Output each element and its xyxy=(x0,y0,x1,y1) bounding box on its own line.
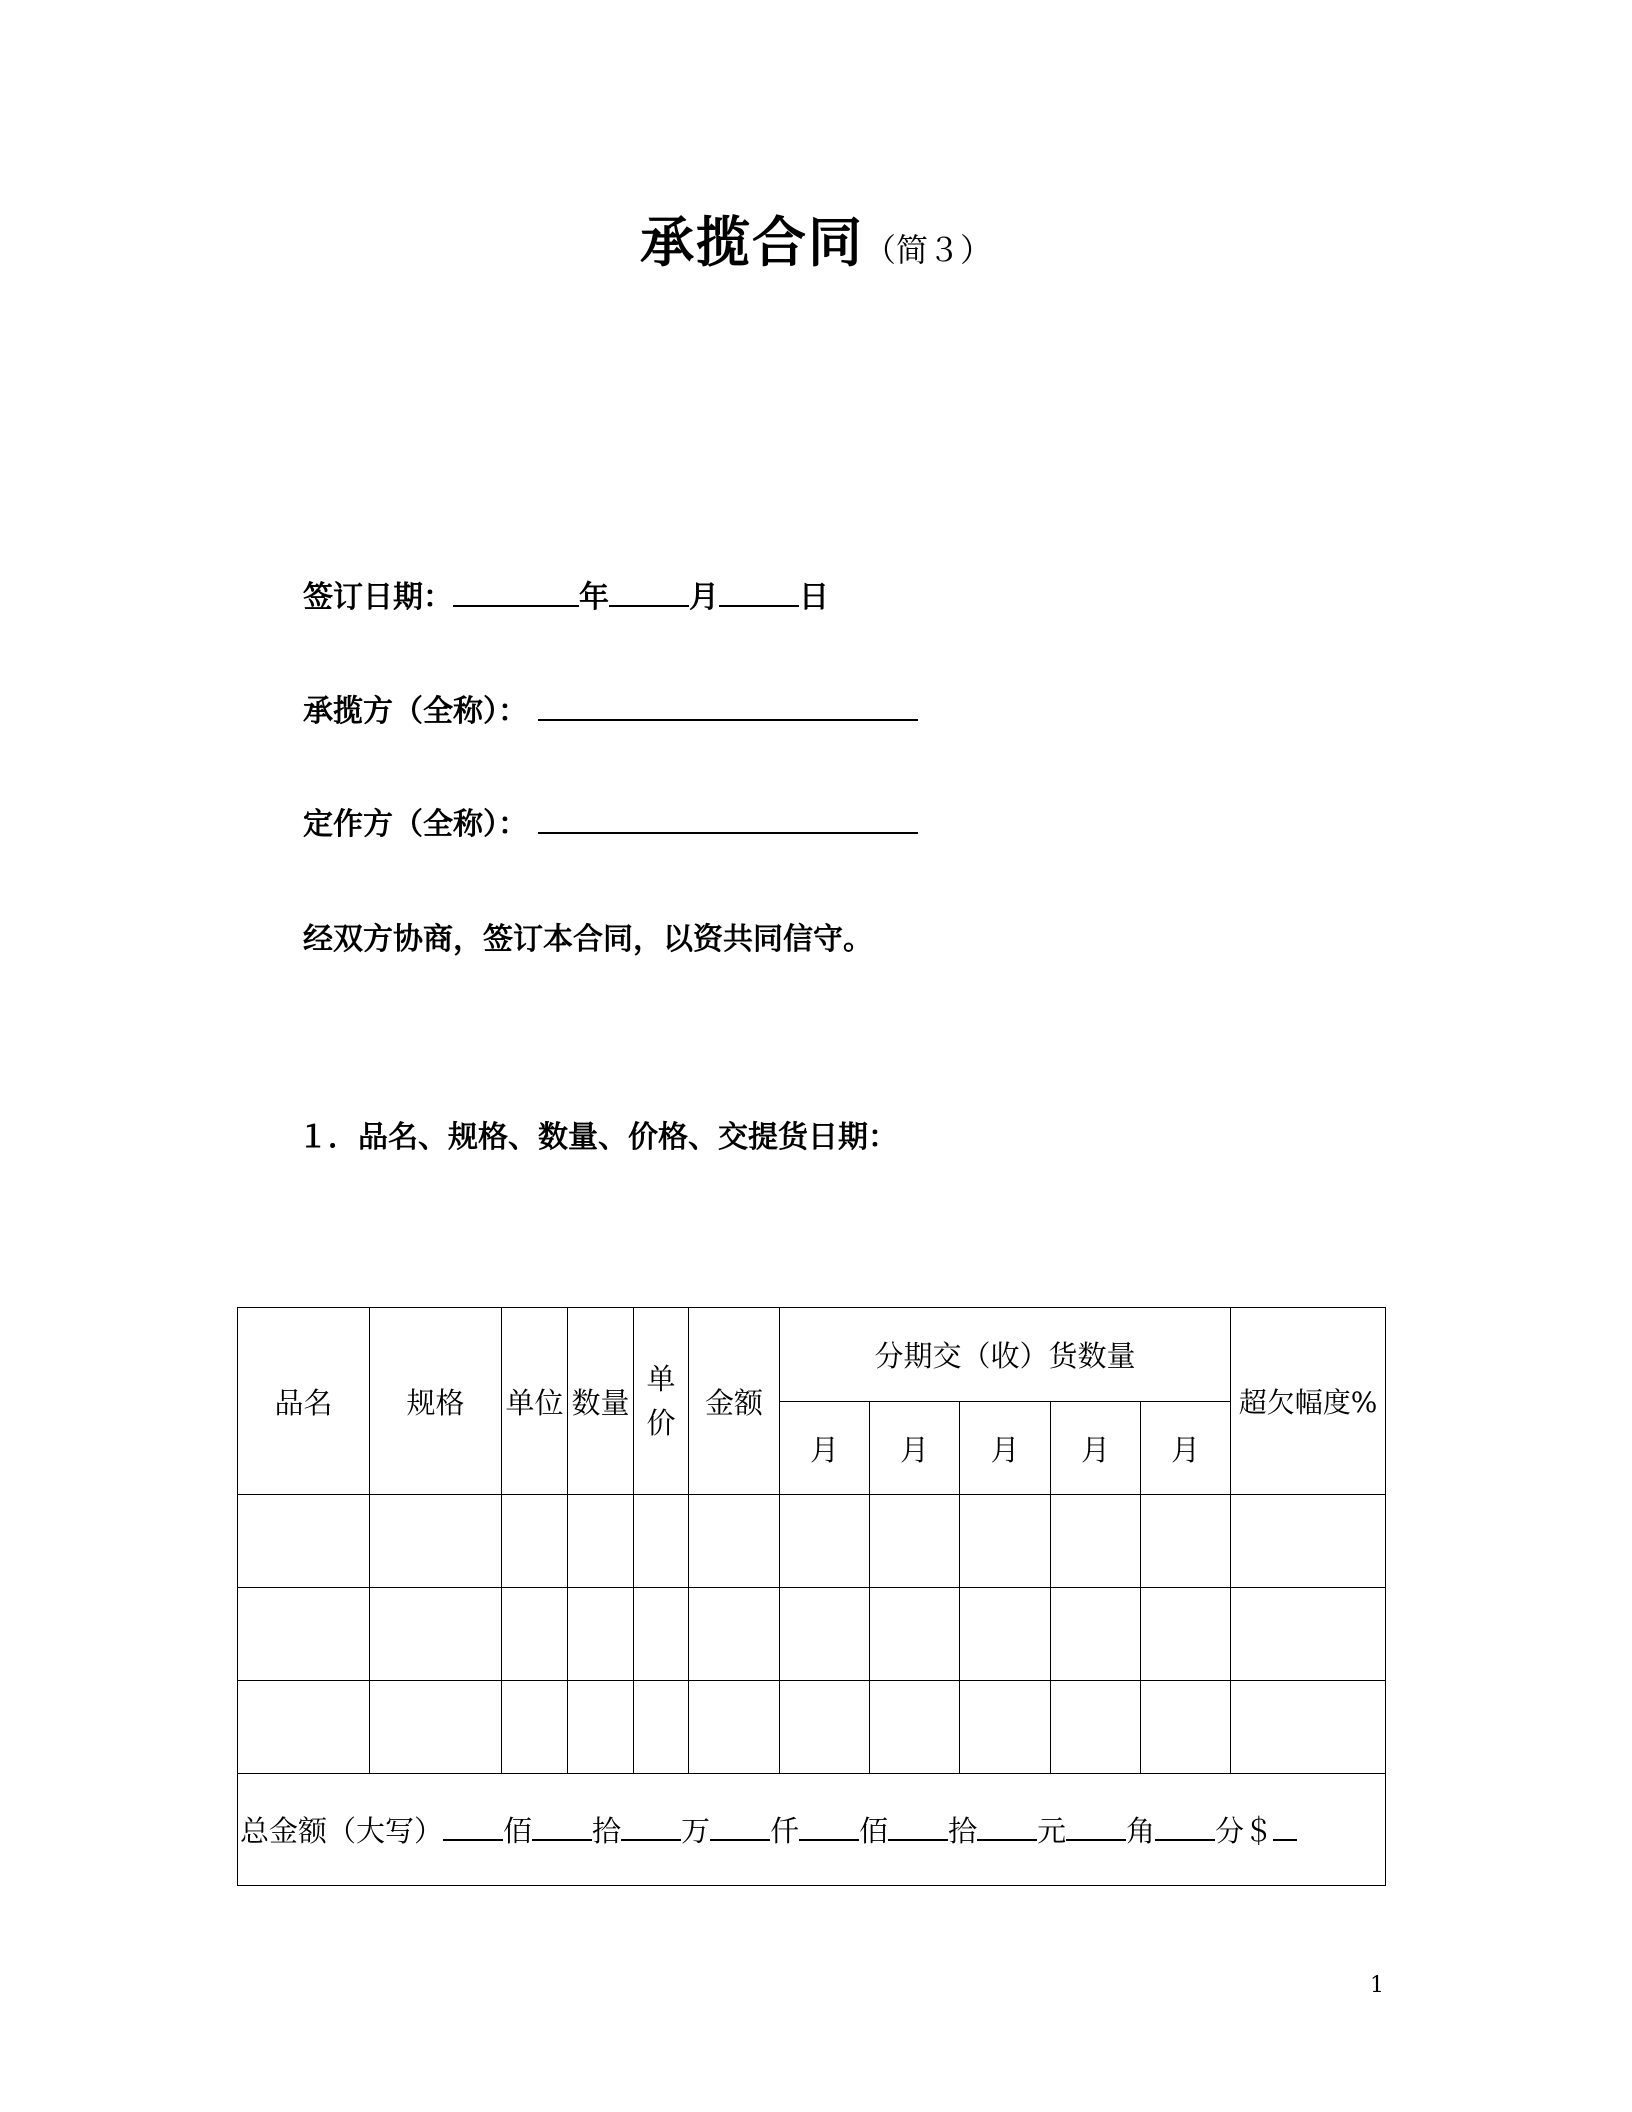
table-cell[interactable] xyxy=(960,1495,1051,1588)
contractor-line xyxy=(303,686,918,730)
amount-blank[interactable] xyxy=(1066,1811,1126,1841)
total-amount-row xyxy=(238,1774,1386,1886)
table-cell[interactable] xyxy=(870,1681,960,1774)
unit-label: 仟 xyxy=(770,1814,800,1848)
table-cell[interactable] xyxy=(780,1681,870,1774)
header-name: 品名 xyxy=(238,1308,370,1495)
header-quantity: 数量 xyxy=(568,1308,634,1495)
amount-blank[interactable] xyxy=(1155,1811,1215,1841)
table-cell[interactable] xyxy=(1231,1495,1386,1588)
amount-blank[interactable] xyxy=(888,1811,948,1841)
header-tolerance: 超欠幅度% xyxy=(1231,1308,1386,1495)
table-cell[interactable] xyxy=(780,1588,870,1681)
amount-blank[interactable] xyxy=(977,1811,1037,1841)
table-cell[interactable] xyxy=(960,1681,1051,1774)
table-cell[interactable] xyxy=(238,1681,370,1774)
table-cell[interactable] xyxy=(238,1495,370,1588)
day-label: 日 xyxy=(799,580,829,615)
amount-blank[interactable] xyxy=(1273,1811,1297,1841)
document-title-suffix: （简３） xyxy=(863,231,992,269)
amount-blank[interactable] xyxy=(710,1811,770,1841)
document-title-block xyxy=(0,200,1632,277)
client-line xyxy=(303,799,918,843)
unit-label: 分＄ xyxy=(1215,1814,1274,1848)
table-cell[interactable] xyxy=(689,1681,780,1774)
unit-label: 元 xyxy=(1037,1814,1067,1848)
header-month-5: 月 xyxy=(1141,1402,1231,1495)
table-cell[interactable] xyxy=(1051,1588,1141,1681)
table-cell[interactable] xyxy=(1231,1588,1386,1681)
table-cell[interactable] xyxy=(1141,1495,1231,1588)
table-cell[interactable] xyxy=(568,1588,634,1681)
goods-table xyxy=(237,1307,1386,1886)
table-cell[interactable] xyxy=(689,1588,780,1681)
total-amount-label: 总金额（大写） xyxy=(240,1814,444,1848)
table-cell[interactable] xyxy=(568,1681,634,1774)
header-spec: 规格 xyxy=(370,1308,502,1495)
page-number: 1 xyxy=(1370,1973,1384,1998)
section1-heading: １．品名、规格、数量、价格、交提货日期： xyxy=(298,1120,898,1155)
sign-date-line xyxy=(303,572,829,616)
amount-blank[interactable] xyxy=(799,1811,859,1841)
table-cell[interactable] xyxy=(370,1681,502,1774)
table-cell[interactable] xyxy=(502,1681,568,1774)
table-cell[interactable] xyxy=(689,1495,780,1588)
month-label: 月 xyxy=(689,580,719,615)
table-cell[interactable] xyxy=(238,1588,370,1681)
intro-text: 经双方协商，签订本合同，以资共同信守。 xyxy=(303,922,873,957)
table-cell[interactable] xyxy=(634,1681,689,1774)
table-cell[interactable] xyxy=(634,1588,689,1681)
table-cell[interactable] xyxy=(1051,1495,1141,1588)
header-unit: 单位 xyxy=(502,1308,568,1495)
table-cell[interactable] xyxy=(1141,1588,1231,1681)
contractor-label: 承揽方（全称）： xyxy=(303,694,528,729)
table-cell[interactable] xyxy=(1141,1681,1231,1774)
table-cell[interactable] xyxy=(870,1495,960,1588)
header-unit-price: 单价 xyxy=(634,1308,689,1495)
unit-label: 拾 xyxy=(948,1814,978,1848)
unit-label: 拾 xyxy=(592,1814,622,1848)
year-field[interactable] xyxy=(453,575,579,607)
table-cell[interactable] xyxy=(1051,1681,1141,1774)
unit-label: 佰 xyxy=(503,1814,533,1848)
table-cell[interactable] xyxy=(960,1588,1051,1681)
header-month-4: 月 xyxy=(1051,1402,1141,1495)
table-cell[interactable] xyxy=(780,1495,870,1588)
header-month-3: 月 xyxy=(960,1402,1051,1495)
table-cell[interactable] xyxy=(502,1495,568,1588)
table-cell[interactable] xyxy=(568,1495,634,1588)
table-row xyxy=(238,1681,1386,1774)
client-label: 定作方（全称）： xyxy=(303,807,528,842)
amount-blank[interactable] xyxy=(443,1811,503,1841)
day-field[interactable] xyxy=(719,575,799,607)
month-field[interactable] xyxy=(609,575,689,607)
table-cell[interactable] xyxy=(370,1495,502,1588)
amount-blank[interactable] xyxy=(532,1811,592,1841)
table-cell[interactable] xyxy=(634,1495,689,1588)
header-installment: 分期交（收）货数量 xyxy=(780,1308,1231,1402)
table-row xyxy=(238,1588,1386,1681)
header-month-2: 月 xyxy=(870,1402,960,1495)
contractor-field[interactable] xyxy=(538,689,918,721)
table-cell[interactable] xyxy=(502,1588,568,1681)
header-month-1: 月 xyxy=(780,1402,870,1495)
table-cell[interactable] xyxy=(870,1588,960,1681)
client-field[interactable] xyxy=(538,802,918,834)
document-title: 承揽合同 xyxy=(639,211,864,274)
sign-date-label: 签订日期： xyxy=(303,580,453,615)
year-label: 年 xyxy=(579,580,609,615)
unit-label: 角 xyxy=(1126,1814,1156,1848)
table-row xyxy=(238,1495,1386,1588)
table-cell[interactable] xyxy=(1231,1681,1386,1774)
table-cell[interactable] xyxy=(370,1588,502,1681)
amount-blank[interactable] xyxy=(621,1811,681,1841)
unit-label: 万 xyxy=(681,1814,711,1848)
unit-label: 佰 xyxy=(859,1814,889,1848)
header-amount: 金额 xyxy=(689,1308,780,1495)
